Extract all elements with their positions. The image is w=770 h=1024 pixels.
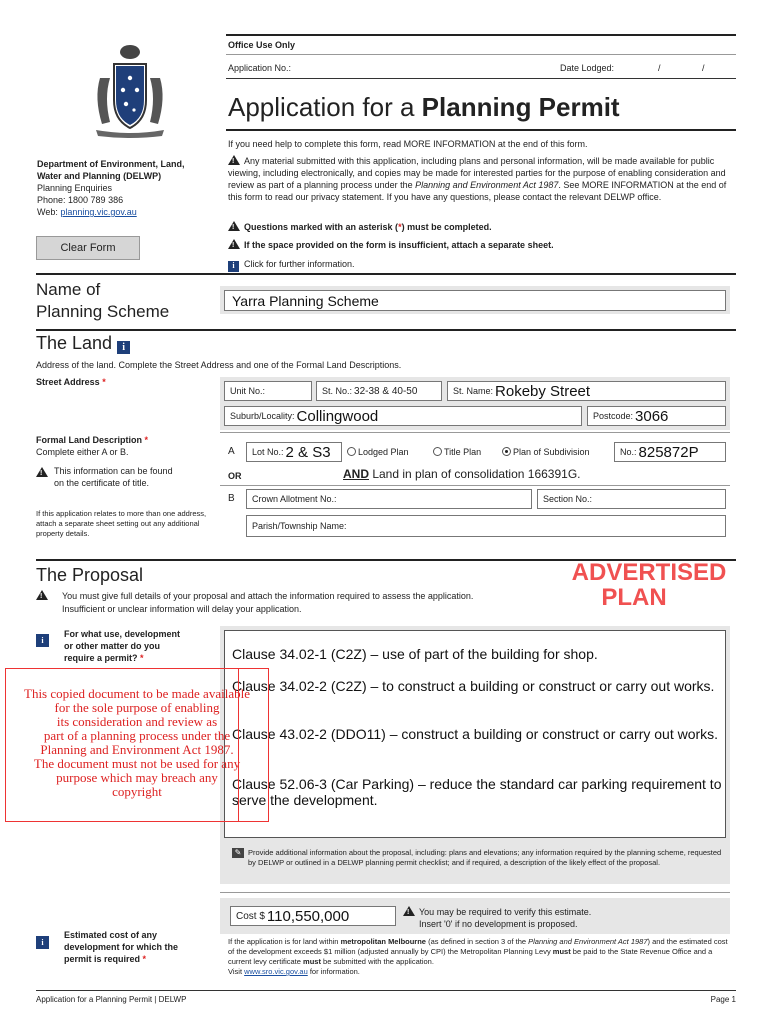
suburb-value: Collingwood: [296, 407, 379, 425]
insert-zero-text: Insert '0' if no development is proposed.: [419, 919, 578, 929]
click-info: [228, 258, 355, 272]
certificate-note-text: This information can be found on the certificate of title.: [54, 466, 173, 488]
unit-label: Unit No.:: [230, 386, 266, 396]
cost-question: [64, 929, 219, 965]
st-name-value: Rokeby Street: [495, 382, 591, 400]
option-b-label: B: [228, 493, 235, 504]
levy-c: ) and the estimated cost of the development exceeds $1 million (adjusted annually by CPI) the Metropolitan Planning Levy: [228, 937, 728, 956]
verify-text: You may be required to verify this estimate.: [419, 907, 592, 917]
warning-icon: [36, 467, 48, 477]
clause-2: Clause 34.02-2 (C2Z) – to construct a building or construct or carry out works.: [232, 678, 715, 694]
street-label-text: Street Address: [36, 377, 100, 387]
section-no-field[interactable]: [537, 489, 726, 509]
stamp-line: This copied document to be made available: [24, 686, 250, 701]
crown-allotment-field[interactable]: [246, 489, 532, 509]
cost-q-1: Estimated cost of any: [64, 930, 158, 940]
footer-left: Application for a Planning Permit | DELWP: [36, 995, 187, 1004]
info-icon[interactable]: i: [117, 341, 130, 354]
insufficient-text: Insufficient or unclear information will delay your application.: [62, 604, 302, 614]
visit-label: Visit: [228, 967, 245, 976]
planning-scheme-input[interactable]: [224, 290, 726, 311]
application-no-label: Application No.:: [228, 63, 292, 73]
plan-no-label: No.:: [620, 447, 637, 457]
info-icon[interactable]: i: [228, 261, 239, 272]
stamp-line: for the sole purpose of enabling: [54, 700, 220, 715]
lot-no-field[interactable]: [246, 442, 342, 462]
land-description: Address of the land. Complete the Street Address and one of the Formal Land Descriptions.: [36, 360, 402, 370]
plan-sub-label: Plan of Subdivision: [513, 447, 590, 457]
verify-note: [403, 906, 591, 930]
office-rule: [226, 54, 736, 55]
section-rule: [36, 329, 736, 331]
provide-info-note: [232, 848, 727, 868]
street-no-field[interactable]: [316, 381, 442, 401]
plan-of-subdivision-radio[interactable]: [502, 446, 590, 458]
lodged-plan-radio[interactable]: [347, 446, 409, 458]
info-icon-glyph: i: [36, 936, 49, 949]
proposal-title: The Proposal: [36, 565, 144, 585]
visit-rest: for information.: [307, 967, 360, 976]
attach-note: If this application relates to more than one address, attach a separate sheet setting out any additional property details.: [36, 509, 207, 538]
street-address-label: [36, 376, 106, 388]
land-title: [36, 333, 135, 354]
department-info: [37, 158, 222, 218]
dept-name-2: Water and Planning (DELWP): [37, 171, 162, 181]
info-icon[interactable]: [36, 629, 54, 647]
for-what-question: [64, 628, 214, 664]
parish-field[interactable]: [246, 515, 726, 537]
land-rule: [220, 432, 730, 433]
suburb-label: Suburb/Locality:: [230, 411, 295, 421]
cost-rule: [220, 892, 730, 893]
title-plan-radio[interactable]: [433, 446, 481, 458]
scheme-title: [36, 279, 169, 323]
warning-icon: [228, 221, 240, 231]
stamp-line: The document must not be used for any: [33, 756, 241, 771]
asterisk-star: *: [398, 222, 402, 232]
levy-b: (as defined in section 3 of the: [425, 937, 529, 946]
advertised-line-2: PLAN: [601, 584, 667, 611]
required-star: *: [140, 653, 144, 663]
stamp-divider: [5, 668, 239, 822]
formal-description-label: [36, 434, 216, 458]
title-plan-label: Title Plan: [444, 447, 482, 457]
cost-q-2: development for which the: [64, 942, 179, 952]
radio-icon: [347, 447, 356, 456]
for-what-3: require a permit?: [64, 653, 138, 663]
visit-note: [228, 967, 360, 977]
web-label: Web:: [37, 207, 61, 217]
date-separator: /: [658, 63, 661, 73]
stamp-line: copyright: [112, 784, 162, 799]
cost-label: Cost $: [236, 910, 265, 922]
land-title-text: The Land: [36, 333, 113, 353]
consolidation-rest: Land in plan of consolidation 166391G.: [369, 467, 581, 481]
date-separator: /: [702, 63, 705, 73]
required-star: *: [144, 435, 149, 445]
web-link[interactable]: planning.vic.gov.au: [60, 207, 137, 217]
scheme-title-1: Name of: [36, 280, 101, 299]
required-star: *: [142, 954, 147, 964]
levy-d: be paid to the State Revenue Office and a current levy certificate: [228, 947, 713, 966]
suburb-field[interactable]: [224, 406, 582, 426]
material-notice: [228, 155, 733, 203]
lot-label: Lot No.:: [252, 447, 284, 457]
warning-icon: [36, 590, 48, 600]
info-icon[interactable]: [36, 931, 54, 949]
dept-phone: Phone: 1800 789 386: [37, 195, 124, 205]
lot-value: 2 & S3: [285, 443, 331, 461]
lodged-plan-label: Lodged Plan: [358, 447, 409, 457]
material-text-b: . See MORE INFORMATION at the end of this form to read our privacy statement. If you have any questions, please contact the relevant DELWP office.: [228, 180, 727, 202]
stamp-line: its consideration and review as: [56, 714, 218, 729]
levy-bold-2: must: [552, 947, 571, 956]
or-label: OR: [228, 471, 242, 481]
st-no-value: 32-38 & 40-50: [354, 385, 418, 397]
footer-rule: [36, 990, 736, 991]
space-notice: [228, 239, 554, 251]
page-title: [228, 92, 620, 123]
clear-form-button[interactable]: Clear Form: [36, 236, 140, 260]
levy-a: If the application is for land within: [228, 937, 341, 946]
option-a-label: A: [228, 446, 235, 457]
warning-icon: [228, 239, 240, 249]
office-use-title: Office Use Only: [228, 40, 296, 50]
section-rule: [36, 273, 736, 275]
for-what-1: For what use, development: [64, 629, 181, 639]
must-give-text: You must give full details of your proposal and attach the information required to assess the application.: [62, 591, 474, 601]
asterisk-notice: [228, 221, 492, 233]
radio-icon: [433, 447, 442, 456]
sro-link[interactable]: www.sro.vic.gov.au: [244, 967, 308, 976]
date-lodged-label: Date Lodged:: [560, 63, 615, 73]
title-rule: [226, 129, 736, 131]
street-name-field[interactable]: [447, 381, 726, 401]
page-number: Page 1: [710, 995, 736, 1004]
postcode-value: 3066: [635, 407, 669, 425]
warning-icon: [228, 155, 240, 165]
postcode-label: Postcode:: [593, 411, 634, 421]
clause-3: Clause 43.02-2 (DDO11) – construct a building or construct or carry out works.: [232, 726, 719, 742]
asterisk-text-b: ) must be completed.: [401, 222, 492, 232]
required-star: *: [102, 377, 106, 387]
clause-1: Clause 34.02-1 (C2Z) – use of part of the building for shop.: [232, 646, 598, 662]
crown-label: Crown Allotment No.:: [252, 494, 337, 504]
material-act: Planning and Environment Act 1987: [415, 180, 559, 190]
material-text-a: Any material submitted with this application, including plans and personal information, will be made available for public viewing, including electronically, and copies may be made for interested parties for the purpose of enabling consideration and review as part of a planning process under the: [228, 156, 726, 190]
complete-either: Complete either A or B.: [36, 447, 129, 457]
stamp-line: purpose which may breach any: [56, 770, 218, 785]
proposal-notice: [36, 590, 596, 602]
radio-selected-icon: [502, 447, 511, 456]
levy-bold-1: metropolitan Melbourne: [340, 937, 426, 946]
land-rule: [220, 485, 730, 486]
office-bottom-rule: [226, 78, 736, 79]
edit-icon: ✎: [232, 848, 244, 858]
plan-no-value: 825872P: [638, 443, 699, 461]
cost-value: 110,550,000: [266, 907, 350, 925]
title-bold: Planning Permit: [421, 92, 620, 122]
title-light: Application for a: [228, 92, 422, 122]
asterisk-text-a: Questions marked with an asterisk (: [244, 222, 399, 232]
cost-input[interactable]: [230, 906, 396, 926]
clause-4: Clause 52.06-3 (Car Parking) – reduce the standard car parking requirement to serve the development.: [232, 776, 722, 808]
provide-info-text: Provide additional information about the proposal, including: plans and elevations; any information required by the planning scheme, requested by DELWP or outlined in a DELWP planning permit checklist; and if required, a description of the likely effect of the proposal.: [248, 848, 722, 867]
consolidation-and: AND: [343, 467, 369, 481]
st-no-label: St. No.:: [322, 386, 353, 396]
plan-no-field[interactable]: [614, 442, 726, 462]
postcode-field[interactable]: [587, 406, 726, 426]
formal-label-text: Formal Land Description: [36, 435, 143, 445]
consolidation-text: [343, 467, 581, 481]
section-label: Section No.:: [543, 494, 593, 504]
stamp-line: Planning and Environment Act 1987.: [40, 742, 234, 757]
office-top-rule: [226, 34, 736, 36]
unit-no-field[interactable]: [224, 381, 312, 401]
st-name-label: St. Name:: [453, 386, 494, 396]
levy-note: [228, 937, 733, 967]
help-text: If you need help to complete this form, read MORE INFORMATION at the end of this form.: [228, 139, 588, 149]
scheme-title-2: Planning Scheme: [36, 302, 170, 321]
for-what-2: or other matter do you: [64, 641, 161, 651]
levy-bold-3: must: [303, 957, 321, 966]
certificate-note: [36, 465, 176, 489]
space-text: If the space provided on the form is insufficient, attach a separate sheet.: [244, 240, 554, 250]
parish-label: Parish/Township Name:: [252, 521, 347, 531]
info-icon-glyph: i: [36, 634, 49, 647]
levy-e: be submitted with the application.: [320, 957, 434, 966]
dept-enquiries: Planning Enquiries: [37, 183, 113, 193]
dept-name-1: Department of Environment, Land,: [37, 159, 185, 169]
victoria-crest-logo: [88, 38, 172, 138]
planning-scheme-value: Yarra Planning Scheme: [232, 292, 379, 309]
advertised-plan-stamp: [560, 560, 738, 610]
click-text: Click for further information.: [244, 259, 355, 269]
stamp-line: part of a planning process under the: [43, 728, 231, 743]
warning-icon: [403, 906, 415, 916]
advertised-line-1: ADVERTISED: [571, 559, 727, 586]
cost-q-3: permit is required: [64, 954, 141, 964]
levy-act: Planning and Environment Act 1987: [528, 937, 648, 946]
